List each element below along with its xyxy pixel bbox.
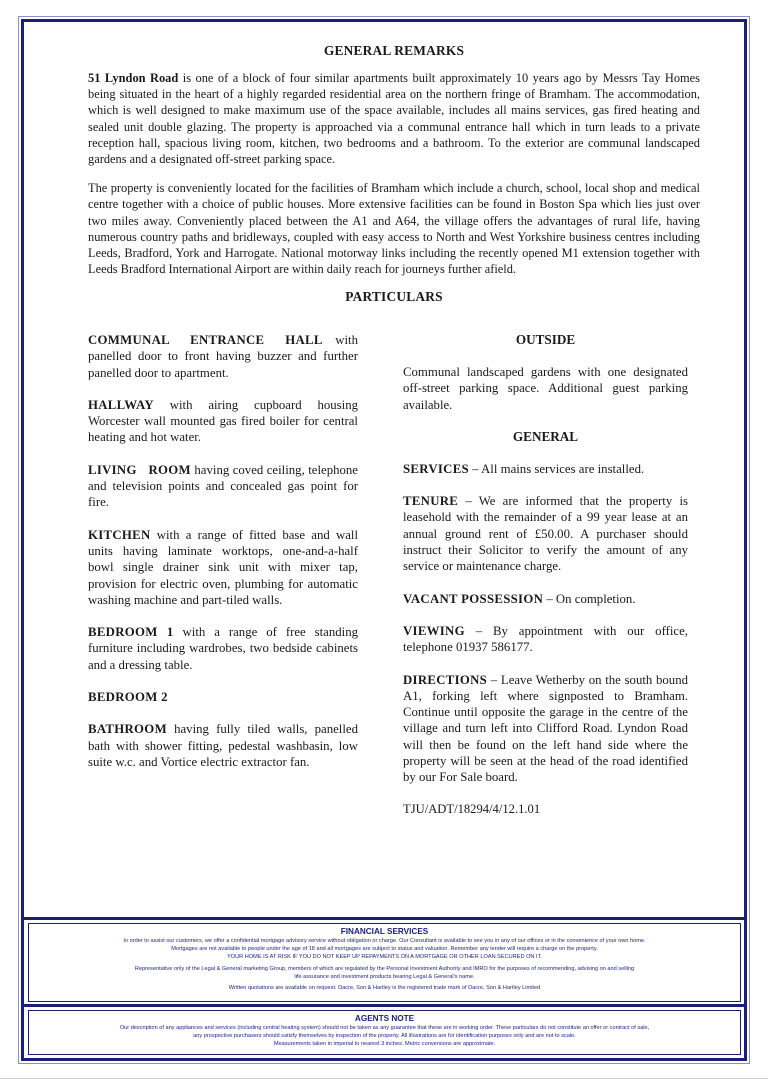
property-address: 51 Lyndon Road xyxy=(88,71,179,85)
general-title: GENERAL xyxy=(512,428,579,444)
item-label: VACANT POSSESSION xyxy=(403,591,544,606)
footer-divider-middle xyxy=(24,1004,744,1007)
room-name: COMMUNAL ENTRANCE HALL xyxy=(88,333,323,347)
outside-description: Communal landscaped gardens with one designated off-street parking space. Additional guest parking available. xyxy=(403,365,688,412)
general-item-viewing xyxy=(403,623,688,656)
financial-services-line: In order to assist our customers, we offer a confidential mortgage advisory service without obligation or charge. Our Consultant is available to see you in any of our offices or in the convenience of your own home. xyxy=(123,938,646,944)
room-name: HALLWAY xyxy=(88,397,154,412)
room-item-kitchen xyxy=(88,527,358,608)
footer-divider-top xyxy=(24,917,744,920)
room-item-hallway xyxy=(88,397,358,446)
particulars-title: PARTICULARS xyxy=(345,289,443,305)
room-description: with panelled door to front having buzzer and further panelled door to apartment. xyxy=(88,333,359,380)
room-name: KITCHEN xyxy=(88,527,151,542)
general-item-directions xyxy=(403,672,688,786)
room-item-living-room xyxy=(88,462,358,511)
room-description: with airing cupboard housing Worcester wall mounted gas fired boiler for central heating and hot water. xyxy=(88,397,358,445)
room-item-communal-entrance-hall xyxy=(88,332,358,381)
reference-code: TJU/ADT/18294/4/12.1.01 xyxy=(403,801,541,816)
room-description: having fully tiled walls, panelled bath with shower fitting, pedestal washbasin, low suite w.c. and Vortice electric extractor fan. xyxy=(88,722,358,769)
general-item-tenure xyxy=(403,493,688,574)
item-text: – All mains services are installed. xyxy=(468,461,645,476)
agents-note-line: Measurements taken in imperial to nearest 3 inches. Metric conversions are approximate. xyxy=(273,1041,496,1048)
room-description: with a range of fitted base and wall units having laminate worktops, one-and-a-half bowl single drainer sink unit with mixer tap, provision for electric oven, plumbing for automatic washing machine and part-tiled walls. xyxy=(88,527,358,607)
financial-services-line: Representative only of the Legal & General marketing Group, members of which are regulated by the Personal Investment Authority and IMRO for the purposes of recommending, advising on and selling xyxy=(134,965,635,972)
item-text: – By appointment with our office, telephone 01937 586177. xyxy=(403,623,688,655)
item-text: – On completion. xyxy=(543,591,636,606)
general-item-services xyxy=(403,461,688,477)
item-label: SERVICES xyxy=(403,461,469,476)
item-label: VIEWING xyxy=(403,623,465,638)
item-label: TENURE xyxy=(403,494,459,509)
room-description: having coved ceiling, telephone and television points and concealed gas point for fire. xyxy=(88,462,358,510)
scan-edge-line xyxy=(0,1078,768,1079)
room-item-bedroom-1 xyxy=(88,624,358,673)
general-remarks-paragraph-1 xyxy=(88,70,700,167)
general-item-vacant-possession xyxy=(403,591,688,607)
general-remarks-title: GENERAL REMARKS xyxy=(323,43,465,58)
item-text: – Leave Wetherby on the south bound A1, forking left where signposted to Bramham. Continue until opposite the garage in the centre of the village and turn left into Clifford Road. Lyndon Road will then be found on the left hand side where the property will be seen at the head of the road identified by our For Sale board. xyxy=(403,672,688,785)
agents-note-title: AGENTS NOTE xyxy=(354,1014,415,1023)
room-item-bedroom-2 xyxy=(88,689,358,705)
financial-services-line: life assurance and investment products bearing Legal & General's name. xyxy=(294,973,475,980)
room-name: LIVING ROOM xyxy=(88,462,191,477)
financial-services-line: Written quotations are available on request. Dacre, Son & Hartley is the registered trade mark of Dacre, Son & Hartley Limited xyxy=(228,985,541,992)
paragraph-1-text: is one of a block of four similar apartments built approximately 10 years ago by Messrs Tay Homes being situated in the heart of a highly regarded residential area on the northern fringe of Bramham. The accommodation, which is well designed to make maximum use of the space available, includes all mains services, gas fired heating and sealed unit double glazing. The property is approached via a communal entrance hall which in turn leads to a private reception hall, spacious living room, kitchen, two bedrooms and a bathroom. To the exterior are communal landscaped gardens and a designated off-street parking space. xyxy=(88,71,700,167)
item-label: DIRECTIONS xyxy=(403,672,488,687)
financial-services-title: FINANCIAL SERVICES xyxy=(340,927,429,936)
financial-services-box xyxy=(28,923,741,1002)
room-item-bathroom xyxy=(88,721,358,770)
financial-services-line: Mortgages are not available to people under the age of 18 and all mortgages are subject to status and valuation. Remember any lender will require a charge on the property. xyxy=(171,946,598,953)
agents-note-line: Our description of any appliances and services (including central heating system) should not be taken as any guarantee that these are in working order. These particulars do not constitute an offer or contract of sale, xyxy=(119,1025,650,1031)
general-remarks-paragraph-2: The property is conveniently located for the facilities of Bramham which include a church, school, local shop and medical centre together with a choice of public houses. More extensive facilities can be found in Boston Spa which lies just over two miles away. Conveniently placed between the A1 and A64, the village offers the advantages of rural life, having numerous country paths and bridleways, coupled with easy access to North and West Yorkshire business centres including Leeds, Bradford, York and Harrogate. National motorway links including the recently opened M1 extension together with Leeds Bradford International Airport are within daily reach for journeys further afield. xyxy=(88,181,700,277)
room-name: BEDROOM 2 xyxy=(88,690,168,705)
outside-title: OUTSIDE xyxy=(515,332,576,347)
general-remarks-section xyxy=(88,40,700,305)
item-text: – We are informed that the property is leasehold with the remainder of a 99 year lease at an annual ground rent of £50.00. A purchaser should instruct their Solicitor to verify the amount of any service or maintenance charge. xyxy=(403,494,688,574)
outside-general-column xyxy=(403,332,688,817)
agents-note-box xyxy=(28,1010,741,1055)
rooms-column xyxy=(88,332,358,786)
financial-services-line: YOUR HOME IS AT RISK IF YOU DO NOT KEEP UP REPAYMENTS ON A MORTGAGE OR OTHER LOAN SECURED ON IT. xyxy=(227,954,542,961)
room-name: BEDROOM 1 xyxy=(88,625,174,640)
agents-note-line: any prospective purchasers should satisfy themselves by inspection of the property. All illustrations are for identification purposes only and are not to scale. xyxy=(193,1033,576,1040)
room-description: with a range of free standing furniture including wardrobes, two bedside cabinets and a dressing table. xyxy=(88,625,359,672)
room-name: BATHROOM xyxy=(88,722,167,737)
